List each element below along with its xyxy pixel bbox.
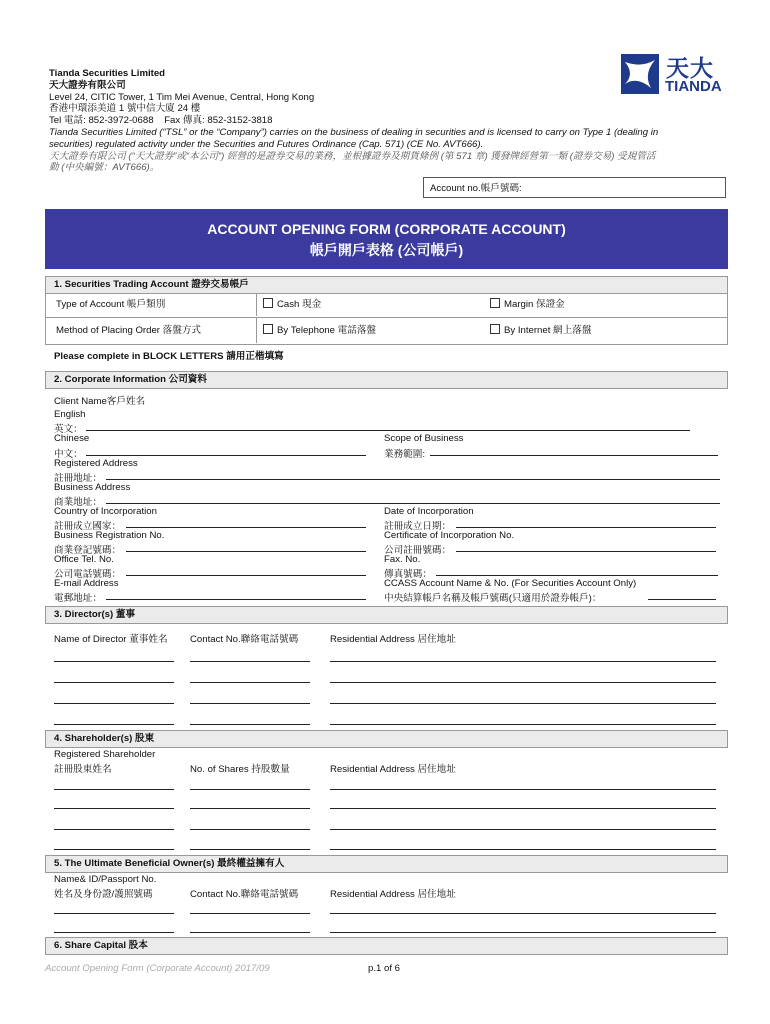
fax-label: Fax. No.: [384, 554, 421, 565]
shareholder-name-col: Registered Shareholder: [54, 749, 156, 760]
shareholder-address-col: Residential Address 居住地址: [330, 764, 456, 775]
shareholder-address-field[interactable]: [330, 808, 716, 809]
account-no-field[interactable]: Account no.帳戶號碼:: [423, 177, 726, 198]
section-5-header: 5. The Ultimate Beneficial Owner(s) 最終權益擁有人: [45, 855, 728, 873]
tel-label: Office Tel. No.: [54, 554, 114, 565]
shares-field[interactable]: [190, 849, 310, 850]
scope-field[interactable]: [430, 455, 718, 456]
footer-form-name: Account Opening Form (Corporate Account) 2017/09: [45, 963, 270, 974]
company-desc-cn-1: 天大證券有限公司 (“天大證券”或“本公司”) 經營的是證券交易的業務，並根據證券及期貨條例 (第 571 章) 獲發牌經營第一類 (證券交易) 受規管活: [49, 150, 656, 162]
margin-checkbox[interactable]: [490, 298, 500, 308]
director-contact-field[interactable]: [190, 682, 310, 683]
telephone-checkbox[interactable]: [263, 324, 273, 334]
ccass-field[interactable]: [648, 599, 716, 600]
chinese-cn-label: 中文：: [54, 449, 83, 460]
registered-address-label: Registered Address: [54, 458, 138, 469]
director-address-col: Residential Address 居住地址: [330, 634, 456, 645]
shares-col: No. of Shares 持股數量: [190, 764, 290, 775]
shareholder-address-field[interactable]: [330, 789, 716, 790]
client-name-label: Client Name客戶姓名: [54, 396, 146, 407]
business-address-label: Business Address: [54, 482, 131, 493]
english-label: English: [54, 409, 86, 420]
section-4-header: 4. Shareholder(s) 股東: [45, 730, 728, 748]
business-address-cn-label: 商業地址：: [54, 497, 102, 508]
block-letters-note: Please complete in BLOCK LETTERS 請用正楷填寫: [54, 351, 284, 362]
ubo-name-col-cn: 姓名及身份證/護照號碼: [54, 889, 153, 900]
date-inc-label: Date of Incorporation: [384, 506, 474, 517]
ubo-contact-col: Contact No.聯絡電話號碼: [190, 889, 299, 900]
shareholder-name-field[interactable]: [54, 789, 174, 790]
chinese-label: Chinese: [54, 433, 90, 444]
shares-field[interactable]: [190, 808, 310, 809]
account-type-label: Type of Account 帳戶類別: [56, 299, 166, 310]
ubo-name-col: Name& ID/Passport No.: [54, 874, 157, 885]
form-title-cn: 帳戶開戶表格 (公司帳戶): [309, 242, 464, 258]
shareholder-address-field[interactable]: [330, 849, 716, 850]
fax-cn-label: 傳真號碼：: [384, 569, 432, 580]
telephone-label: By Telephone 電話落盤: [277, 325, 377, 336]
margin-label: Margin 保證金: [504, 299, 565, 310]
ubo-contact-field[interactable]: [190, 932, 310, 933]
internet-label: By Internet 網上落盤: [504, 325, 592, 336]
director-name-field[interactable]: [54, 724, 174, 725]
email-field[interactable]: [106, 599, 366, 600]
director-contact-field[interactable]: [190, 661, 310, 662]
ccass-label: CCASS Account Name & No. (For Securities Account Only): [384, 578, 637, 589]
footer-page-number: p.1 of 6: [368, 963, 401, 974]
section-6-header: 6. Share Capital 股本: [45, 937, 728, 955]
director-name-field[interactable]: [54, 703, 174, 704]
country-field[interactable]: [126, 527, 366, 528]
logo-mark-icon: [621, 54, 659, 94]
country-cn-label: 註冊成立國家：: [54, 521, 122, 532]
shares-field[interactable]: [190, 829, 310, 830]
director-address-field[interactable]: [330, 682, 716, 683]
director-address-field[interactable]: [330, 724, 716, 725]
email-label: E-mail Address: [54, 578, 119, 589]
placing-method-label: Method of Placing Order 落盤方式: [56, 325, 202, 336]
company-desc-cn-2: 動 (中央編號：AVT666)。: [49, 162, 160, 174]
brn-label: Business Registration No.: [54, 530, 165, 541]
cash-option[interactable]: [263, 294, 321, 316]
scope-cn-label: 業務範圍:: [384, 449, 426, 460]
company-desc-en-1: Tianda Securities Limited (“TSL” or the “Company”) carries on the business of dealing in securities and is licensed to carry on Type 1 (dealing in: [49, 126, 659, 138]
ubo-address-field[interactable]: [330, 932, 716, 933]
company-address-cn: 香港中環添美道 1 號中信大廈 24 樓: [49, 103, 201, 115]
form-title-banner: [45, 209, 728, 269]
email-cn-label: 電郵地址：: [54, 593, 102, 604]
director-address-field[interactable]: [330, 703, 716, 704]
shares-field[interactable]: [190, 789, 310, 790]
company-address-en: Level 24, CITIC Tower, 1 Tim Mei Avenue, Central, Hong Kong: [49, 91, 315, 103]
director-contact-field[interactable]: [190, 724, 310, 725]
registered-address-cn-label: 註冊地址：: [54, 473, 102, 484]
telephone-option[interactable]: [263, 320, 376, 342]
cash-label: Cash 現金: [277, 299, 322, 310]
company-name-cn: 天大證券有限公司: [49, 79, 126, 91]
scope-label: Scope of Business: [384, 433, 464, 444]
internet-checkbox[interactable]: [490, 324, 500, 334]
cert-cn-label: 公司註冊號碼：: [384, 545, 452, 556]
section-3-header: 3. Director(s) 董事: [45, 606, 728, 624]
logo-text-cn: 天大: [666, 55, 714, 81]
brn-cn-label: 商業登記號碼：: [54, 545, 122, 556]
ubo-contact-field[interactable]: [190, 913, 310, 914]
shareholder-name-col-cn: 註冊股東姓名: [54, 764, 112, 775]
director-address-field[interactable]: [330, 661, 716, 662]
placing-method-row: [45, 318, 728, 345]
section-2-header: 2. Corporate Information 公司資料: [45, 371, 728, 389]
company-desc-en-2: securities) regulated activity under the Securities and Futures Ordinance (Cap. 571) (CE No. AVT666).: [49, 138, 484, 150]
tel-cn-label: 公司電話號碼：: [54, 569, 122, 580]
tel-field[interactable]: [126, 575, 366, 576]
company-name-en: Tianda Securities Limited: [49, 68, 166, 79]
chinese-name-field[interactable]: [86, 455, 366, 456]
section-1-header: 1. Securities Trading Account 證券交易帳戶: [45, 276, 728, 294]
shareholder-name-field[interactable]: [54, 808, 174, 809]
ubo-address-col: Residential Address 居住地址: [330, 889, 456, 900]
logo-text-en: TIANDA: [665, 78, 722, 95]
country-label: Country of Incorporation: [54, 506, 157, 517]
brn-field[interactable]: [126, 551, 366, 552]
english-cn-label: 英文：: [54, 424, 83, 435]
director-contact-col: Contact No.聯絡電話號碼: [190, 634, 299, 645]
cash-checkbox[interactable]: [263, 298, 273, 308]
shareholder-address-field[interactable]: [330, 829, 716, 830]
ccass-cn-label: 中央結算帳戶名稱及帳戶號碼(只適用於證券帳戶)：: [384, 593, 602, 604]
director-contact-field[interactable]: [190, 703, 310, 704]
internet-option[interactable]: [490, 320, 591, 342]
ubo-address-field[interactable]: [330, 913, 716, 914]
form-title-en: ACCOUNT OPENING FORM (CORPORATE ACCOUNT): [207, 221, 566, 237]
business-address-field[interactable]: [106, 503, 720, 504]
cert-label: Certificate of Incorporation No.: [384, 530, 515, 541]
registered-address-field[interactable]: [106, 479, 720, 480]
ubo-name-field[interactable]: [54, 913, 174, 914]
date-inc-field[interactable]: [456, 527, 716, 528]
director-name-field[interactable]: [54, 682, 174, 683]
date-inc-cn-label: 註冊成立日期：: [384, 521, 452, 532]
shareholder-name-field[interactable]: [54, 849, 174, 850]
cert-field[interactable]: [456, 551, 716, 552]
director-name-col: Name of Director 董事姓名: [54, 634, 168, 645]
ubo-name-field[interactable]: [54, 932, 174, 933]
margin-option[interactable]: [490, 294, 565, 316]
account-type-row: [45, 294, 728, 318]
company-contact: Tel 電話: 852-3972-0688 Fax 傳真: 852-3152-3818: [49, 115, 273, 127]
tianda-logo: [621, 52, 729, 96]
shareholder-name-field[interactable]: [54, 829, 174, 830]
fax-field[interactable]: [436, 575, 718, 576]
director-name-field[interactable]: [54, 661, 174, 662]
english-name-field[interactable]: [86, 430, 690, 431]
